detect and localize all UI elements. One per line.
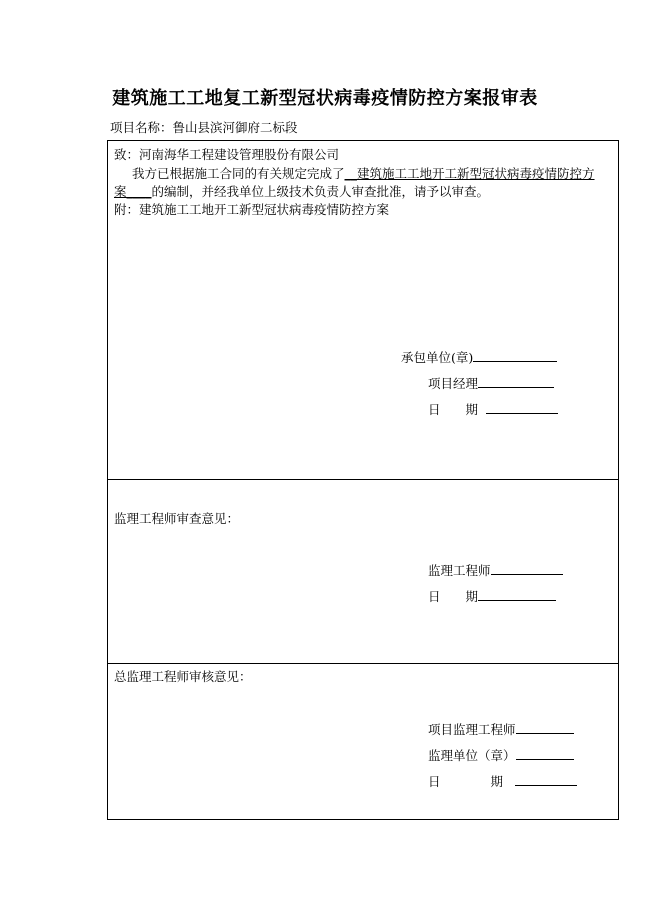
supervisor-review-section [108,479,618,664]
attachment-note: 附：建筑施工工地开工新型冠状病毒疫情防控方案 [114,202,390,217]
supervision-unit-label: 监理单位（章） [428,748,516,763]
project-supervisor-label: 项目监理工程师 [428,722,516,737]
supervisor-date-field [428,588,556,605]
project-supervisor-line[interactable] [516,721,574,734]
contractor-date-line[interactable] [486,401,558,414]
supervisor-review-heading: 监理工程师审查意见： [114,511,240,526]
contractor-seal-field [401,349,557,366]
chief-date-label: 日 期 [428,774,504,789]
contractor-submission-section [108,141,618,480]
submission-statement-line2 [114,184,489,200]
contractor-date-label: 日 期 [428,402,479,417]
project-manager-label: 项目经理 [428,376,479,391]
supervisor-date-line[interactable] [478,588,556,601]
supervision-unit-field [428,747,574,764]
project-name-value: 鲁山县滨河御府二标段 [172,120,298,135]
project-name-row [110,118,298,136]
contractor-seal-label: 承包单位(章) [401,350,474,365]
chief-review-heading: 总监理工程师审核意见： [114,669,252,684]
supervisor-engineer-label: 监理工程师 [428,563,491,578]
chief-supervisor-review-section [108,663,618,819]
contractor-date-field [428,401,558,418]
chief-date-line[interactable] [515,773,577,786]
review-form-table [107,140,619,820]
project-name-label: 项目名称： [110,120,173,135]
plan-name-part2: 案____ [114,184,152,199]
contractor-seal-line[interactable] [473,349,557,362]
form-title: 建筑施工工地复工新型冠状病毒疫情防控方案报审表 [112,88,538,109]
plan-name-part1: __建筑施工工地开工新型冠状病毒疫情防控方 [344,166,595,181]
supervisor-engineer-line[interactable] [491,562,563,575]
project-manager-field [428,375,554,392]
project-manager-line[interactable] [478,375,554,388]
supervisor-date-label: 日 期 [428,589,479,604]
supervisor-engineer-field [428,562,563,579]
project-supervisor-field [428,721,574,738]
chief-date-field [428,773,577,790]
addressee: 致：河南海华工程建设管理股份有限公司 [114,147,340,162]
statement-prefix: 我方已根据施工合同的有关规定完成了 [132,166,345,181]
statement-suffix: 的编制，并经我单位上级技术负责人审查批准，请予以审查。 [151,184,490,199]
supervision-unit-line[interactable] [516,747,574,760]
submission-statement-line1 [132,166,595,182]
